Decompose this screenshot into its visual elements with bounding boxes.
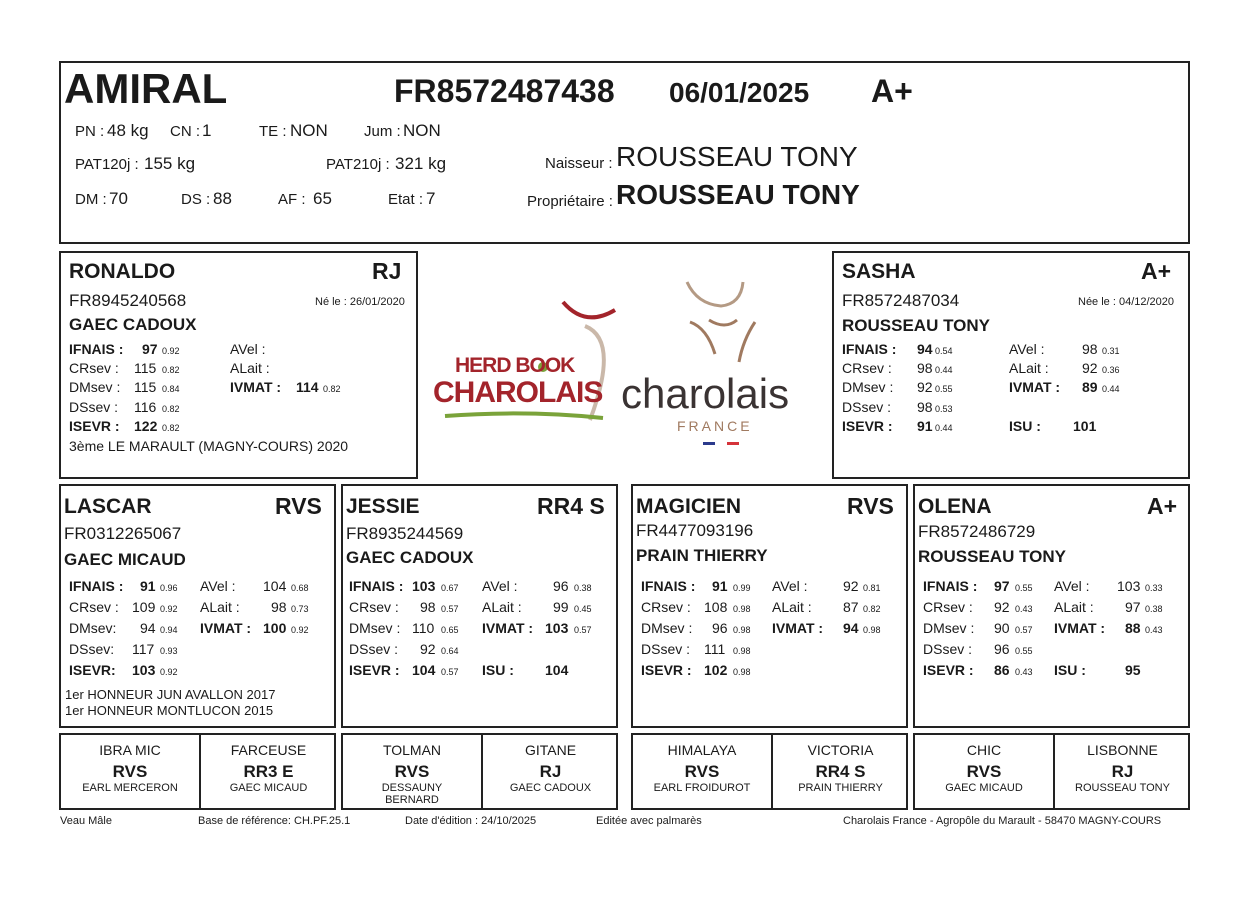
gp2-ivmat-label: IVMAT : — [482, 620, 534, 636]
gp1-crsev-value: 109 — [132, 599, 156, 615]
gp4-avel-rel: 0.33 — [1145, 583, 1163, 593]
sire-alait-label: ALait : — [230, 360, 270, 376]
dam-born: Née le : 04/12/2020 — [1078, 296, 1175, 308]
gp3-ivmat-value: 94 — [843, 620, 859, 636]
gp4-crsev-value: 92 — [994, 599, 1010, 615]
gp3-isevr-rel: 0.98 — [733, 667, 751, 677]
gp3-isevr-value: 102 — [704, 662, 728, 678]
ggp-grade: RVS — [394, 762, 430, 781]
gp2-ifnais-rel: 0.67 — [441, 583, 459, 593]
gp2-alait-label: ALait : — [482, 599, 522, 615]
etat-label: Etat : — [388, 191, 424, 208]
footer-base: Base de référence: CH.PF.25.1 — [198, 815, 351, 827]
gp1-avel-value: 104 — [263, 578, 287, 594]
ggp-name: CHIC — [966, 742, 1002, 758]
sire-dssev-label: DSsev : — [69, 399, 119, 415]
gp3-dssev-rel: 0.98 — [733, 646, 751, 656]
gp1-isevr-rel: 0.92 — [160, 667, 178, 677]
sire-grade: RJ — [372, 258, 402, 284]
gp1-isevr-value: 103 — [132, 662, 156, 678]
dm-value: 70 — [109, 189, 128, 208]
etat-value: 7 — [426, 189, 436, 208]
ggp-name: VICTORIA — [807, 742, 874, 758]
dam-isu-label: ISU : — [1009, 418, 1041, 434]
gp1-ifnais-value: 91 — [140, 578, 156, 594]
dam-dssev-rel: 0.53 — [935, 404, 953, 414]
flag-red — [727, 442, 739, 445]
gp3-isevr-label: ISEVR : — [641, 662, 692, 678]
sire-crsev-rel: 0.82 — [162, 365, 180, 375]
gp1-dmsev-value: 94 — [140, 620, 156, 636]
gp2-avel-value: 96 — [553, 578, 569, 594]
gp2-crsev-value: 98 — [420, 599, 436, 615]
dam-dmsev-rel: 0.55 — [935, 384, 953, 394]
sire-box — [59, 251, 418, 479]
gp2-crsev-label: CRsev : — [349, 599, 399, 615]
great-grandparents-group-4 — [913, 733, 1190, 810]
gp1-ivmat-label: IVMAT : — [200, 620, 252, 636]
herd-book-line2: CHAROLAIS — [433, 376, 603, 409]
sire-crsev-label: CRsev : — [69, 360, 119, 376]
sire-palmares: 3ème LE MARAULT (MAGNY-COURS) 2020 — [69, 438, 349, 454]
gp4-ifnais-label: IFNAIS : — [923, 578, 978, 594]
sire-ivmat-value: 114 — [296, 379, 319, 395]
sire-dssev-value: 116 — [134, 399, 157, 415]
main-code: FR8572487438 — [394, 73, 615, 109]
dam-alait-rel: 0.36 — [1102, 365, 1120, 375]
ggp-grade: RJ — [1111, 762, 1134, 781]
grandparent-box-2 — [341, 484, 618, 728]
gp4-alait-rel: 0.38 — [1145, 604, 1163, 614]
gp3-dssev-value: 111 — [704, 641, 726, 657]
gp3-ifnais-label: IFNAIS : — [641, 578, 696, 594]
gp2-dssev-rel: 0.64 — [441, 646, 459, 656]
charolais-ear-right — [739, 322, 755, 362]
ggp-name: LISBONNE — [1087, 742, 1158, 758]
pat210-value: 321 kg — [395, 154, 447, 173]
gp1-ifnais-label: IFNAIS : — [69, 578, 124, 594]
gp4-isevr-rel: 0.43 — [1015, 667, 1033, 677]
gp4-ifnais-rel: 0.55 — [1015, 583, 1033, 593]
ggp-grade: RR3 E — [243, 762, 294, 781]
ggp-owner: EARL MERCERON — [82, 782, 178, 794]
gp4-isevr-value: 86 — [994, 662, 1010, 678]
gp1-avel-label: AVel : — [200, 578, 236, 594]
gp1-palmares-2: 1er HONNEUR MONTLUCON 2015 — [65, 703, 274, 718]
gp3-dmsev-value: 96 — [712, 620, 728, 636]
gp3-avel-label: AVel : — [772, 578, 808, 594]
gp4-dssev-rel: 0.55 — [1015, 646, 1033, 656]
gp2-dmsev-label: DMsev : — [349, 620, 401, 636]
herd-book-line1: HERD BOOK — [455, 354, 575, 377]
ggp-name: IBRA MIC — [99, 742, 161, 758]
gp4-alait-label: ALait : — [1054, 599, 1094, 615]
gp2-isu-value: 104 — [545, 662, 569, 678]
sire-dmsev-label: DMsev : — [69, 379, 121, 395]
gp1-avel-rel: 0.68 — [291, 583, 309, 593]
gp2-ivmat-rel: 0.57 — [574, 625, 592, 635]
gp4-ifnais-value: 97 — [994, 578, 1010, 594]
dam-owner: ROUSSEAU TONY — [842, 316, 990, 335]
gp4-crsev-label: CRsev : — [923, 599, 973, 615]
gp2-code: FR8935244569 — [346, 524, 464, 543]
footer-edition-date: Date d'édition : 24/10/2025 — [405, 815, 537, 827]
sire-isevr-rel: 0.82 — [162, 423, 180, 433]
main-grade: A+ — [871, 73, 913, 109]
gp2-isevr-value: 104 — [412, 662, 436, 678]
dam-ivmat-value: 89 — [1082, 379, 1098, 395]
af-label: AF : — [278, 191, 306, 208]
te-value: NON — [290, 121, 328, 140]
dam-ifnais-rel: 0.54 — [935, 346, 953, 356]
ggp-grade: RVS — [966, 762, 1002, 781]
gp4-name: OLENA — [918, 495, 992, 518]
gp3-crsev-label: CRsev : — [641, 599, 691, 615]
dam-isevr-rel: 0.44 — [935, 423, 953, 433]
ggp-owner: PRAIN THIERRY — [798, 782, 883, 794]
main-name: AMIRAL — [64, 65, 228, 112]
gp4-crsev-rel: 0.43 — [1015, 604, 1033, 614]
sire-ifnais-value: 97 — [142, 341, 158, 357]
gp1-palmares-1: 1er HONNEUR JUN AVALLON 2017 — [65, 687, 276, 702]
sire-ivmat-rel: 0.82 — [323, 384, 341, 394]
gp2-ifnais-label: IFNAIS : — [349, 578, 404, 594]
proprietaire-value: ROUSSEAU TONY — [616, 179, 860, 210]
index-label: IFNAIS : — [69, 341, 124, 357]
great-grandparents-group-3 — [631, 733, 908, 810]
pat120-value: 155 kg — [144, 154, 196, 173]
gp3-code: FR4477093196 — [636, 521, 754, 540]
proprietaire-label: Propriétaire : — [527, 193, 613, 210]
pat120-label: PAT120j : — [75, 156, 139, 173]
main-animal-box — [59, 61, 1190, 244]
ggp-grade: RR4 S — [815, 762, 866, 781]
sire-owner: GAEC CADOUX — [69, 315, 197, 334]
gp3-name: MAGICIEN — [636, 495, 741, 518]
dam-isevr-value: 91 — [917, 418, 933, 434]
dam-box — [832, 251, 1190, 479]
gp3-alait-value: 87 — [843, 599, 859, 615]
herd-book-arc-red — [563, 302, 615, 317]
gp3-dmsev-rel: 0.98 — [733, 625, 751, 635]
gp1-dmsev-rel: 0.94 — [160, 625, 178, 635]
gp2-ifnais-value: 103 — [412, 578, 436, 594]
gp4-isevr-label: ISEVR : — [923, 662, 974, 678]
gp2-dssev-label: DSsev : — [349, 641, 399, 657]
dam-ivmat-rel: 0.44 — [1102, 384, 1120, 394]
footer-sex: Veau Mâle — [60, 815, 112, 827]
naisseur-value: ROUSSEAU TONY — [616, 141, 858, 172]
gp1-isevr-label: ISEVR: — [69, 662, 116, 678]
gp3-owner: PRAIN THIERRY — [636, 546, 768, 565]
gp2-owner: GAEC CADOUX — [346, 548, 474, 567]
gp1-alait-rel: 0.73 — [291, 604, 309, 614]
grandparent-box-3 — [631, 484, 908, 728]
gp2-grade: RR4 S — [537, 493, 605, 519]
sire-ivmat-label: IVMAT : — [230, 379, 282, 395]
ggp-name: TOLMAN — [382, 742, 442, 758]
gp1-crsev-rel: 0.92 — [160, 604, 178, 614]
ds-label: DS : — [181, 191, 211, 208]
ggp-grade: RVS — [112, 762, 148, 781]
ggp-owner: GAEC MICAUD — [229, 782, 308, 794]
gp4-grade: A+ — [1147, 493, 1178, 519]
dam-avel-rel: 0.31 — [1102, 346, 1120, 356]
ggp-cell — [633, 735, 773, 808]
sire-dmsev-value: 115 — [134, 379, 157, 395]
ggp-cell — [61, 735, 201, 808]
herd-book-green-stroke — [445, 413, 603, 418]
dam-dmsev-label: DMsev : — [842, 379, 894, 395]
pn-value: 48 kg — [107, 121, 149, 140]
gp1-name: LASCAR — [64, 495, 152, 518]
gp3-ivmat-label: IVMAT : — [772, 620, 824, 636]
ggp-name: HIMALAYA — [667, 742, 737, 758]
ggp-cell — [483, 735, 618, 808]
gp1-dmsev-label: DMsev: — [69, 620, 117, 636]
sire-isevr-label: ISEVR : — [69, 418, 120, 434]
grandparent-box-4 — [913, 484, 1190, 728]
gp1-alait-label: ALait : — [200, 599, 240, 615]
ggp-owner: ROUSSEAU TONY — [1075, 782, 1170, 794]
gp4-dmsev-rel: 0.57 — [1015, 625, 1033, 635]
dam-avel-value: 98 — [1082, 341, 1098, 357]
france-word: FRANCE — [677, 418, 753, 434]
charolais-word: charolais — [621, 370, 790, 417]
ggp-cell — [915, 735, 1055, 808]
gp2-crsev-rel: 0.57 — [441, 604, 459, 614]
charolais-face — [709, 320, 737, 325]
ggp-owner: GAEC CADOUX — [509, 782, 592, 794]
dam-name: SASHA — [842, 260, 916, 283]
dam-ifnais-label: IFNAIS : — [842, 341, 897, 357]
gp4-dmsev-label: DMsev : — [923, 620, 975, 636]
gp3-avel-rel: 0.81 — [863, 583, 881, 593]
sire-crsev-value: 115 — [134, 360, 157, 376]
charolais-horn-left — [687, 282, 743, 306]
footer-palmares: Editée avec palmarès — [596, 815, 702, 827]
dam-ifnais-value: 94 — [917, 341, 933, 357]
flag-blue — [703, 442, 715, 445]
charolais-ear-left — [690, 322, 715, 354]
dam-isu-value: 101 — [1073, 418, 1097, 434]
dam-dssev-label: DSsev : — [842, 399, 892, 415]
great-grandparents-group-2 — [341, 733, 618, 810]
gp1-ivmat-rel: 0.92 — [291, 625, 309, 635]
dam-dssev-value: 98 — [917, 399, 933, 415]
gp2-name: JESSIE — [346, 495, 420, 518]
dam-alait-label: ALait : — [1009, 360, 1049, 376]
dam-alait-value: 92 — [1082, 360, 1098, 376]
pn-label: PN : — [75, 123, 105, 140]
sire-born: Né le : 26/01/2020 — [315, 296, 405, 308]
ggp-cell — [773, 735, 908, 808]
gp1-ivmat-value: 100 — [263, 620, 287, 636]
sire-name: RONALDO — [69, 260, 176, 283]
gp3-crsev-rel: 0.98 — [733, 604, 751, 614]
dam-crsev-rel: 0.44 — [935, 365, 953, 375]
dam-avel-label: AVel : — [1009, 341, 1045, 357]
naisseur-label: Naisseur : — [545, 155, 613, 172]
gp4-isu-value: 95 — [1125, 662, 1141, 678]
gp1-ifnais-rel: 0.96 — [160, 583, 178, 593]
sire-ifnais — [69, 341, 123, 357]
ggp-cell — [343, 735, 483, 808]
gp3-dmsev-label: DMsev : — [641, 620, 693, 636]
gp2-ivmat-value: 103 — [545, 620, 569, 636]
ds-value: 88 — [213, 189, 232, 208]
gp1-dssev-label: DSsev: — [69, 641, 115, 657]
main-date: 06/01/2025 — [669, 77, 810, 108]
gp1-owner: GAEC MICAUD — [64, 550, 186, 569]
ggp-grade: RVS — [684, 762, 720, 781]
gp4-alait-value: 97 — [1125, 599, 1141, 615]
dm-label: DM : — [75, 191, 107, 208]
pat210-label: PAT210j : — [326, 156, 390, 173]
dam-crsev-value: 98 — [917, 360, 933, 376]
te-label: TE : — [259, 123, 287, 140]
jum-label: Jum : — [364, 123, 401, 140]
gp4-dssev-label: DSsev : — [923, 641, 973, 657]
gp4-ivmat-rel: 0.43 — [1145, 625, 1163, 635]
dam-crsev-label: CRsev : — [842, 360, 892, 376]
ggp-owner: DESSAUNY BERNARD — [381, 782, 443, 806]
gp1-grade: RVS — [275, 493, 322, 519]
gp2-alait-rel: 0.45 — [574, 604, 592, 614]
flag-white — [715, 442, 727, 445]
gp3-alait-rel: 0.82 — [863, 604, 881, 614]
gp1-dssev-rel: 0.93 — [160, 646, 178, 656]
dam-ivmat-label: IVMAT : — [1009, 379, 1061, 395]
gp4-ivmat-label: IVMAT : — [1054, 620, 1106, 636]
dam-code: FR8572487034 — [842, 291, 960, 310]
gp2-dmsev-value: 110 — [412, 620, 435, 636]
cn-label: CN : — [170, 123, 200, 140]
grandparent-box-1 — [59, 484, 336, 728]
sire-avel-label: AVel : — [230, 341, 266, 357]
ggp-name: FARCEUSE — [230, 742, 307, 758]
logo-area — [425, 270, 825, 460]
gp3-ifnais-value: 91 — [712, 578, 728, 594]
gp4-avel-label: AVel : — [1054, 578, 1090, 594]
gp1-code: FR0312265067 — [64, 524, 182, 543]
gp1-alait-value: 98 — [271, 599, 287, 615]
ggp-owner: GAEC MICAUD — [945, 782, 1023, 794]
gp3-avel-value: 92 — [843, 578, 859, 594]
gp2-avel-label: AVel : — [482, 578, 518, 594]
dam-dmsev-value: 92 — [917, 379, 933, 395]
gp3-dssev-label: DSsev : — [641, 641, 691, 657]
ggp-owner: EARL FROIDUROT — [653, 782, 751, 794]
gp4-dssev-value: 96 — [994, 641, 1010, 657]
gp3-grade: RVS — [847, 493, 894, 519]
sire-isevr-value: 122 — [134, 418, 158, 434]
gp4-avel-value: 103 — [1117, 578, 1141, 594]
ggp-name: GITANE — [524, 742, 577, 758]
jum-value: NON — [403, 121, 441, 140]
gp2-dssev-value: 92 — [420, 641, 436, 657]
gp4-isu-label: ISU : — [1054, 662, 1086, 678]
gp1-dssev-value: 117 — [132, 641, 155, 657]
cn-value: 1 — [202, 121, 212, 140]
great-grandparents-group-1 — [59, 733, 336, 810]
dam-isevr-label: ISEVR : — [842, 418, 893, 434]
gp2-avel-rel: 0.38 — [574, 583, 592, 593]
gp4-code: FR8572486729 — [918, 522, 1036, 541]
sire-code: FR8945240568 — [69, 291, 187, 310]
ggp-cell — [201, 735, 336, 808]
ggp-cell — [1055, 735, 1190, 808]
gp2-isevr-label: ISEVR : — [349, 662, 400, 678]
gp3-ivmat-rel: 0.98 — [863, 625, 881, 635]
gp2-isevr-rel: 0.57 — [441, 667, 459, 677]
footer-address: Charolais France - Agropôle du Marault - 58470 MAGNY-COURS — [843, 815, 1162, 827]
gp4-dmsev-value: 90 — [994, 620, 1010, 636]
dam-grade: A+ — [1141, 258, 1172, 284]
gp2-isu-label: ISU : — [482, 662, 514, 678]
ggp-grade: RJ — [539, 762, 562, 781]
gp1-crsev-label: CRsev : — [69, 599, 119, 615]
gp3-ifnais-rel: 0.99 — [733, 583, 751, 593]
sire-dssev-rel: 0.82 — [162, 404, 180, 414]
gp4-ivmat-value: 88 — [1125, 620, 1141, 636]
sire-ifnais-rel: 0.92 — [162, 346, 180, 356]
gp3-crsev-value: 108 — [704, 599, 728, 615]
gp2-dmsev-rel: 0.65 — [441, 625, 459, 635]
gp2-alait-value: 99 — [553, 599, 569, 615]
gp4-owner: ROUSSEAU TONY — [918, 547, 1066, 566]
gp3-alait-label: ALait : — [772, 599, 812, 615]
sire-dmsev-rel: 0.84 — [162, 384, 180, 394]
af-value: 65 — [313, 189, 332, 208]
